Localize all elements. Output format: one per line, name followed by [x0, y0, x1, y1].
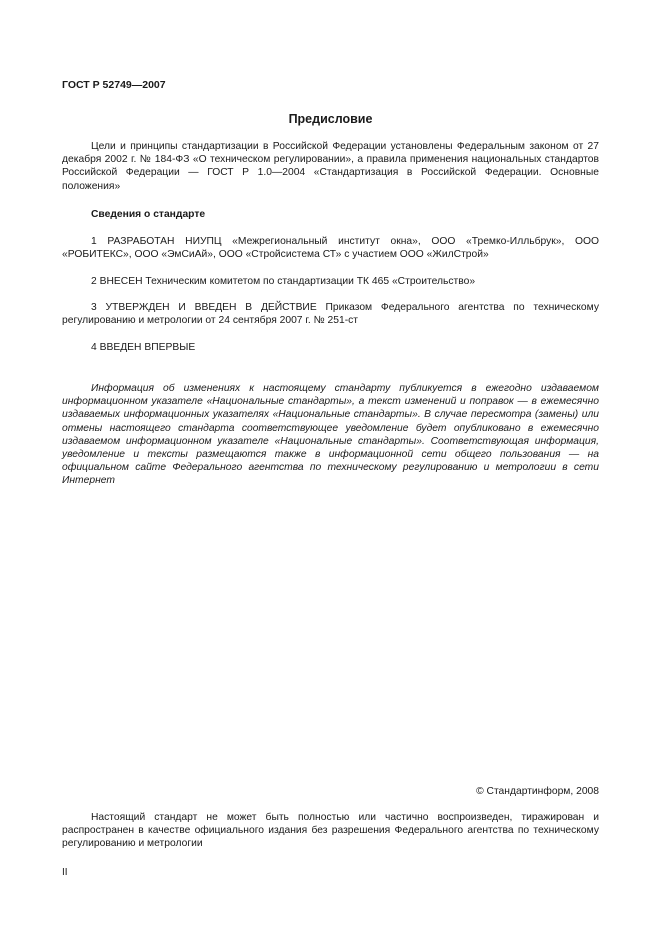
- changes-info-paragraph: Информация об изменениях к настоящему стандарту публикуется в ежегодно издаваемом информационном указателе «Национальные стандарты», а текст изменений и поправок — в ежемесячно издаваемых информационных указателях «Национальные стандарты». В случае пересмотра (замены) или отмены настоящего стандарта соответствующее уведомление будет опубликовано в ежемесячно издаваемом информационном указателе «Национальные стандарты». Соответствующая информация, уведомление и тексты размещаются также в информационной сети общего пользования — на официальном сайте Федерального агентства по техническому регулированию и метрологии в сети Интернет: [62, 383, 599, 487]
- reproduction-notice: Настоящий стандарт не может быть полностью или частично воспроизведен, тиражирован и распространен в качестве официального издания без разрешения Федерального агентства по техническому регулированию и метрологии: [62, 812, 599, 850]
- standard-code-header: ГОСТ Р 52749—2007: [62, 79, 166, 91]
- item-2-submitted: 2 ВНЕСЕН Техническим комитетом по стандартизации ТК 465 «Строительство»: [91, 276, 476, 287]
- page-number: II: [62, 867, 68, 878]
- item-1-developed: 1 РАЗРАБОТАН НИУПЦ «Межрегиональный институт окна», ООО «Тремко-Илльбрук», ООО «РОБИТЕКС», ООО «ЭмСиАй», ООО «Стройсистема СТ» с участием ООО «ЖилСтрой»: [62, 236, 599, 261]
- title-text: Предисловие: [288, 112, 373, 126]
- info-heading: Сведения о стандарте: [91, 209, 206, 220]
- item-3-approved: 3 УТВЕРЖДЕН И ВВЕДЕН В ДЕЙСТВИЕ Приказом Федерального агентства по техническому регулированию и метрологии от 24 сентября 2007 г. № 251-ст: [62, 302, 599, 327]
- page-title: [0, 113, 661, 126]
- goals-paragraph: Цели и принципы стандартизации в Российской Федерации установлены Федеральным законом от 27 декабря 2002 г. № 184-ФЗ «О техническом регулировании», а правила применения национальных стандартов Российской Федерации — ГОСТ Р 1.0—2004 «Стандартизация в Российской Федерации. Основные положения»: [62, 141, 599, 192]
- copyright-notice: © Стандартинформ, 2008: [476, 786, 599, 797]
- item-4-introduced: 4 ВВЕДЕН ВПЕРВЫЕ: [91, 342, 196, 353]
